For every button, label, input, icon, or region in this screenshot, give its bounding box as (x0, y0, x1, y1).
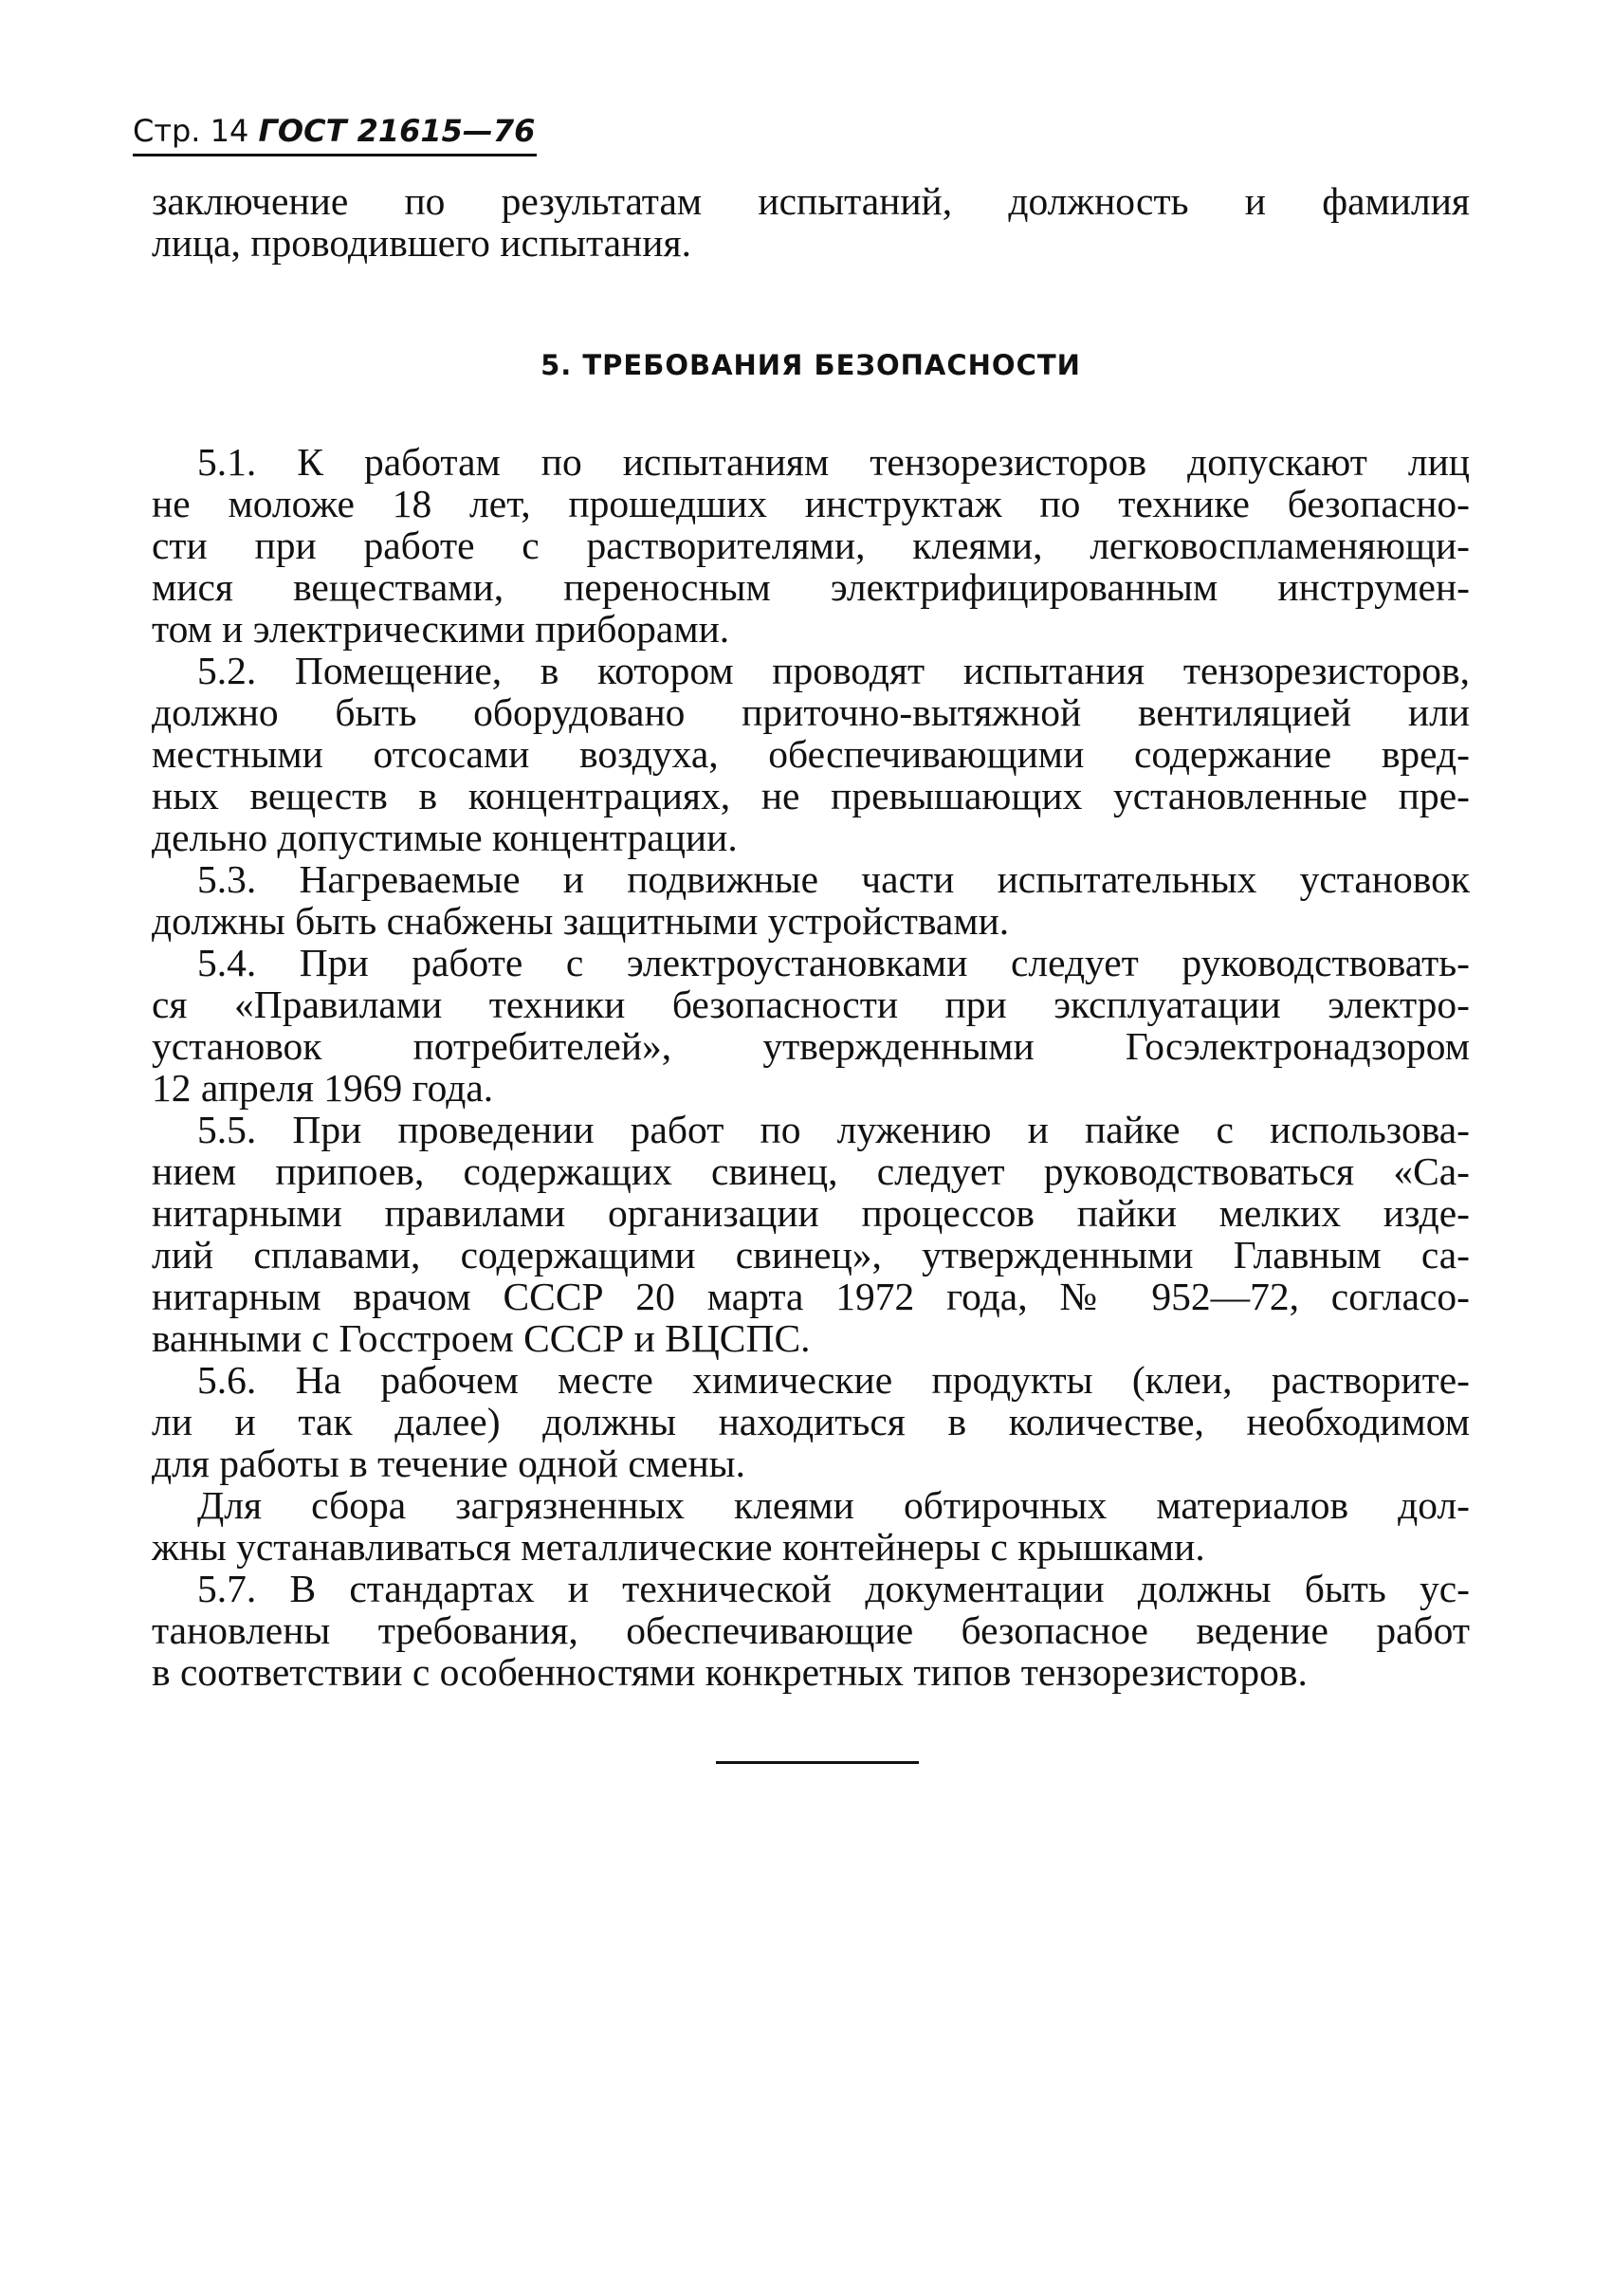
paragraph-5-3 (152, 858, 1470, 942)
text-line: ли и так далее) должны находиться в количестве, необходимом (152, 1400, 1470, 1443)
text-line: ся «Правилами техники безопасности при эксплуатации электро- (152, 983, 1470, 1026)
text-line: 5.6. На рабочем месте химические продукты (клеи, растворите- (197, 1358, 1470, 1402)
text-line: тановлены требования, обеспечивающие безопасное ведение работ (152, 1608, 1470, 1652)
page-header (133, 112, 537, 150)
header-rule (133, 154, 537, 156)
text-line: 5.5. При проведении работ по лужению и пайке с использова- (197, 1108, 1470, 1151)
text-line: не моложе 18 лет, прошедших инструктаж по технике безопасно- (152, 482, 1470, 525)
paragraph-5-4 (152, 942, 1470, 1109)
text-line: 12 апреля 1969 года. (152, 1066, 494, 1110)
text-line: дельно допустимые концентрации. (152, 816, 738, 859)
paragraph-5-5 (152, 1109, 1470, 1359)
text-line: нитарными правилами организации процессов пайки мелких изде- (152, 1191, 1470, 1235)
text-line: для работы в течение одной смены. (152, 1442, 745, 1485)
paragraph-5-7 (152, 1568, 1470, 1693)
text-line: нитарным врачом СССР 20 марта 1972 года, № 952—72, согласо- (152, 1275, 1470, 1318)
continuation-paragraph (152, 180, 1470, 264)
text-line: нием припоев, содержащих свинец, следует руководствоваться «Са- (152, 1149, 1470, 1193)
text-line: 5.4. При работе с электроустановками следует руководствовать- (197, 941, 1470, 984)
text-line: жны устанавливаться металлические контейнеры с крышками. (152, 1525, 1205, 1569)
text-line: заключение по результатам испытаний, должность и фамилия (152, 179, 1470, 223)
text-line: ных веществ в концентрациях, не превышающих установленные пре- (152, 774, 1470, 817)
text-line: лица, проводившего испытания. (152, 221, 691, 265)
text-line: 5.2. Помещение, в котором проводят испытания тензорезисторов, (197, 649, 1470, 692)
text-line: Для сбора загрязненных клеями обтирочных материалов дол- (197, 1483, 1470, 1527)
text-line: должны быть снабжены защитными устройствами. (152, 899, 1010, 943)
text-line: установок потребителей», утвержденными Госэлектронадзором (152, 1024, 1470, 1068)
text-line: 5.3. Нагреваемые и подвижные части испытательных установок (197, 857, 1470, 901)
text-line: должно быть оборудовано приточно-вытяжной вентиляцией или (152, 690, 1470, 734)
text-line: ванными с Госстроем СССР и ВЦСПС. (152, 1316, 811, 1360)
end-of-text-rule (716, 1761, 919, 1764)
page-number: Стр. 14 (133, 113, 249, 149)
text-line: в соответствии с особенностями конкретных типов тензорезисторов. (152, 1650, 1308, 1694)
section-heading: 5. ТРЕБОВАНИЯ БЕЗОПАСНОСТИ (540, 349, 1081, 381)
paragraph-5-1 (152, 441, 1470, 650)
text-line: лий сплавами, содержащими свинец», утвержденными Главным са- (152, 1233, 1470, 1277)
paragraph-5-6-containers (152, 1484, 1470, 1568)
text-line: том и электрическими приборами. (152, 607, 730, 651)
text-line: мися веществами, переносным электрифицированным инструмен- (152, 565, 1470, 609)
document-body (152, 180, 1470, 1693)
text-line: 5.7. В стандартах и технической документации должны быть ус- (197, 1567, 1470, 1610)
text-line: 5.1. К работам по испытаниям тензорезисторов допускают лиц (197, 440, 1470, 484)
text-line: сти при работе с растворителями, клеями, легковоспламеняющи- (152, 523, 1470, 567)
text-line: местными отсосами воздуха, обеспечивающими содержание вред- (152, 732, 1470, 776)
standard-designation: ГОСТ 21615—76 (258, 113, 536, 149)
paragraph-5-6 (152, 1359, 1470, 1484)
paragraph-5-2 (152, 650, 1470, 858)
